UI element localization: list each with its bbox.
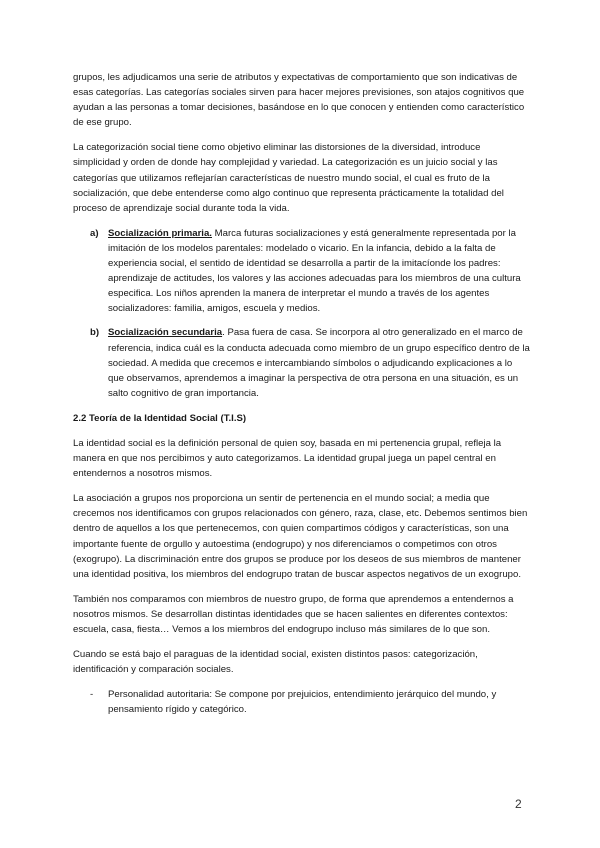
pasos-list xyxy=(73,687,530,717)
paragraph: La categorización social tiene como objetivo eliminar las distorsiones de la diversidad, introduce simplicidad y orden de donde hay complejidad y variedad. La categorización es un juicio social y las categorías que utilizamos reflejarían características de nuestro mundo social, el cual es fruto de la socialización, que debe entenderse como algo continuo que representa prácticamente la totalidad del proceso de aprendizaje social durante toda la vida. xyxy=(73,142,504,214)
socializacion-list xyxy=(73,226,530,401)
paragraph: La identidad social es la definición personal de quien soy, basada en mi pertenencia grupal, refleja la manera en que nos percibimos y auto categorizamos. La identidad grupal juega un papel central en entendernos a nosotros mismos. xyxy=(73,437,502,480)
list-text: Personalidad autoritaria: Se compone por prejuicios, entendimiento jerárquico del mundo, y pensamiento rígido y categórico. xyxy=(108,689,497,716)
list-term: Socialización primaria. xyxy=(108,227,212,239)
list-item xyxy=(73,687,530,717)
page-number: 2 xyxy=(515,797,522,811)
paragraph: grupos, les adjudicamos una serie de atributos y expectativas de comportamiento que son indicativas de esas categorías. Las categorías sociales sirven para hacer mejores previsiones, son atajos cognitivos que ayudan a las personas a tomar decisiones, basándose en lo que conocen y entienden como característico de ese grupo. xyxy=(73,72,525,129)
list-item-body xyxy=(108,226,530,317)
list-item xyxy=(73,325,530,400)
list-text: . Pasa fuera de casa. Se incorpora al otro generalizado en el marco de referencia, indica cuál es la conducta adecuada como miembro de un grupo específico dentro de la sociedad. A medida que crecemos e intercambiando símbolos o adjudicando explicaciones a lo que observamos, aprendemos a imaginar la perspectiva de otra persona en una situación, es un salto cognitivo de gran importancia. xyxy=(108,327,530,399)
list-marker: a) xyxy=(90,227,99,239)
list-item-body xyxy=(108,325,530,400)
page-content xyxy=(73,70,530,727)
paragraph: Cuando se está bajo el paraguas de la identidad social, existen distintos pasos: categorización, identificación y comparación sociales. xyxy=(73,649,478,676)
paragraph: La asociación a grupos nos proporciona un sentir de pertenencia en el mundo social; a media que crecemos nos identificamos con grupos relacionados con género, raza, clase, etc. Debemos sentimos bien dentro de aquellos a los que pertenecemos, con quien compartimos códigos y características, son una importante fuente de orgullo y autoestima (endogrupo) y nos diferenciamos o competimos con otros (exogrupo). La discriminación entre dos grupos se produce por los deseos de sus miembros de mantener una identidad positiva, los miembros del endogrupo tratan de buscar aspectos negativos de un exogrupo. xyxy=(73,493,528,580)
paragraph: También nos comparamos con miembros de nuestro grupo, de forma que aprendemos a entendernos a nosotros mismos. Se desarrollan distintas identidades que se hacen salientes en diferentes contextos: escuela, casa, fiesta… Vemos a los miembros del endogrupo incluso más similares de lo que son. xyxy=(73,593,514,635)
list-marker: b) xyxy=(90,327,100,339)
list-text: Marca futuras socializaciones y está generalmente representada por la imitación de los modelos parentales: modelado o vicario. En la infancia, debido a la falta de experiencia social, el sentido de identidad se desarrolla a partir de la imitacíonde los padres: aprendizaje de actitudes, los valores y las acciones adecuadas para los miembros de una cultura especifica. Los niños aprenden la manera de interpretar el mundo a través de los agentes socializadores: familia, amigos, escuela y medios. xyxy=(108,227,521,315)
list-term: Socialización secundaria xyxy=(108,327,223,339)
list-marker: - xyxy=(90,689,94,701)
section-heading: 2.2 Teoría de la Identidad Social (T.I.S) xyxy=(73,412,247,424)
list-item xyxy=(73,226,530,317)
